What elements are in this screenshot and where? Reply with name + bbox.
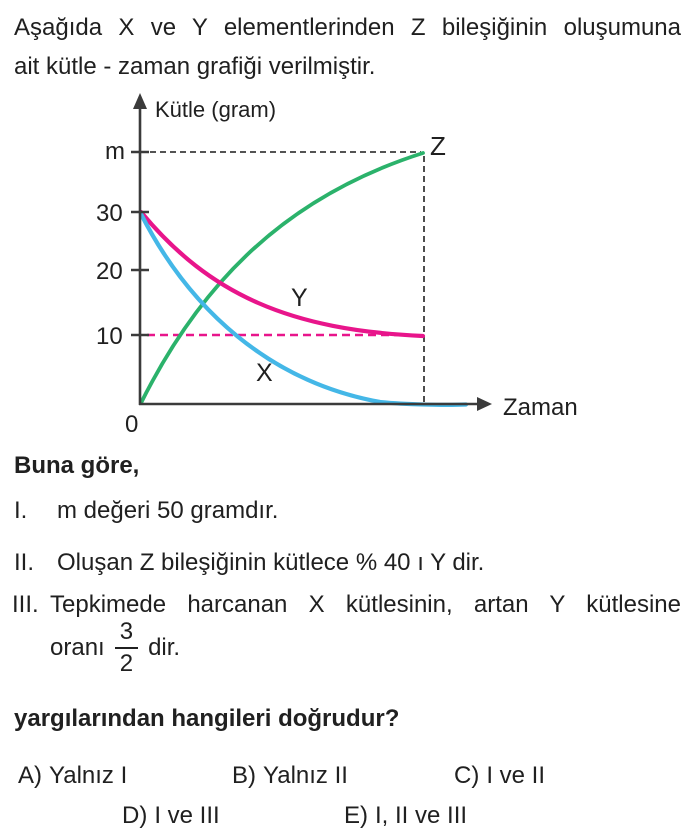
statement-3-numeral: III. (12, 591, 39, 618)
curve-label-x: X (256, 359, 273, 387)
option-e-label: E) (344, 802, 368, 829)
option-b (232, 762, 348, 790)
option-c-text: I ve II (486, 762, 546, 789)
option-d (122, 802, 220, 830)
option-d-text: I ve III (154, 802, 220, 829)
x-axis-arrow-icon (477, 397, 492, 411)
ytick-label-20: 20 (96, 258, 123, 285)
statement-2-text: Oluşan Z bileşiğinin kütlece % 40 ı Y dir. (57, 549, 485, 576)
y-axis-title: Kütle (gram) (155, 97, 277, 122)
option-e (344, 802, 467, 830)
ytick-label-10: 10 (96, 323, 123, 350)
y-axis-arrow-icon (133, 93, 147, 109)
ytick-label-m: m (105, 138, 125, 165)
statement-2-numeral: II. (14, 549, 35, 576)
fraction-denominator: 2 (119, 650, 134, 677)
statement-3-line1: Tepkimede harcanan X kütlesinin, artan Y kütlesine (50, 591, 681, 618)
fraction-three-halves (115, 619, 138, 677)
option-b-text: Yalnız II (263, 762, 348, 789)
curve-label-z: Z (430, 131, 446, 161)
closing-question: yargılarından hangileri doğrudur? (14, 705, 400, 732)
option-d-label: D) (122, 802, 148, 829)
x-axis-title: Zaman (503, 394, 578, 421)
option-c-label: C) (454, 762, 480, 789)
statement-3-line2-prefix: oranı (50, 634, 105, 661)
statement-3-line2 (50, 620, 180, 676)
option-a (18, 762, 127, 790)
question-intro-line1: Aşağıda X ve Y elementlerinden Z bileşiğinin oluşumuna (14, 14, 681, 41)
fraction-numerator: 3 (115, 619, 138, 649)
origin-label: 0 (125, 411, 139, 438)
curve-label-y: Y (291, 284, 308, 312)
option-a-label: A) (18, 762, 42, 789)
lead-in: Buna göre, (14, 452, 140, 479)
statement-1-text: m değeri 50 gramdır. (57, 497, 279, 524)
statement-1-numeral: I. (14, 497, 28, 524)
statement-3-line2-suffix: dir. (148, 634, 181, 661)
option-a-text: Yalnız I (49, 762, 128, 789)
ytick-label-30: 30 (96, 200, 123, 227)
option-b-label: B) (232, 762, 256, 789)
question-intro-line2: ait kütle - zaman grafiği verilmiştir. (14, 53, 376, 80)
curve-y (141, 212, 423, 336)
option-e-text: I, II ve III (375, 802, 468, 829)
option-c (454, 762, 545, 790)
